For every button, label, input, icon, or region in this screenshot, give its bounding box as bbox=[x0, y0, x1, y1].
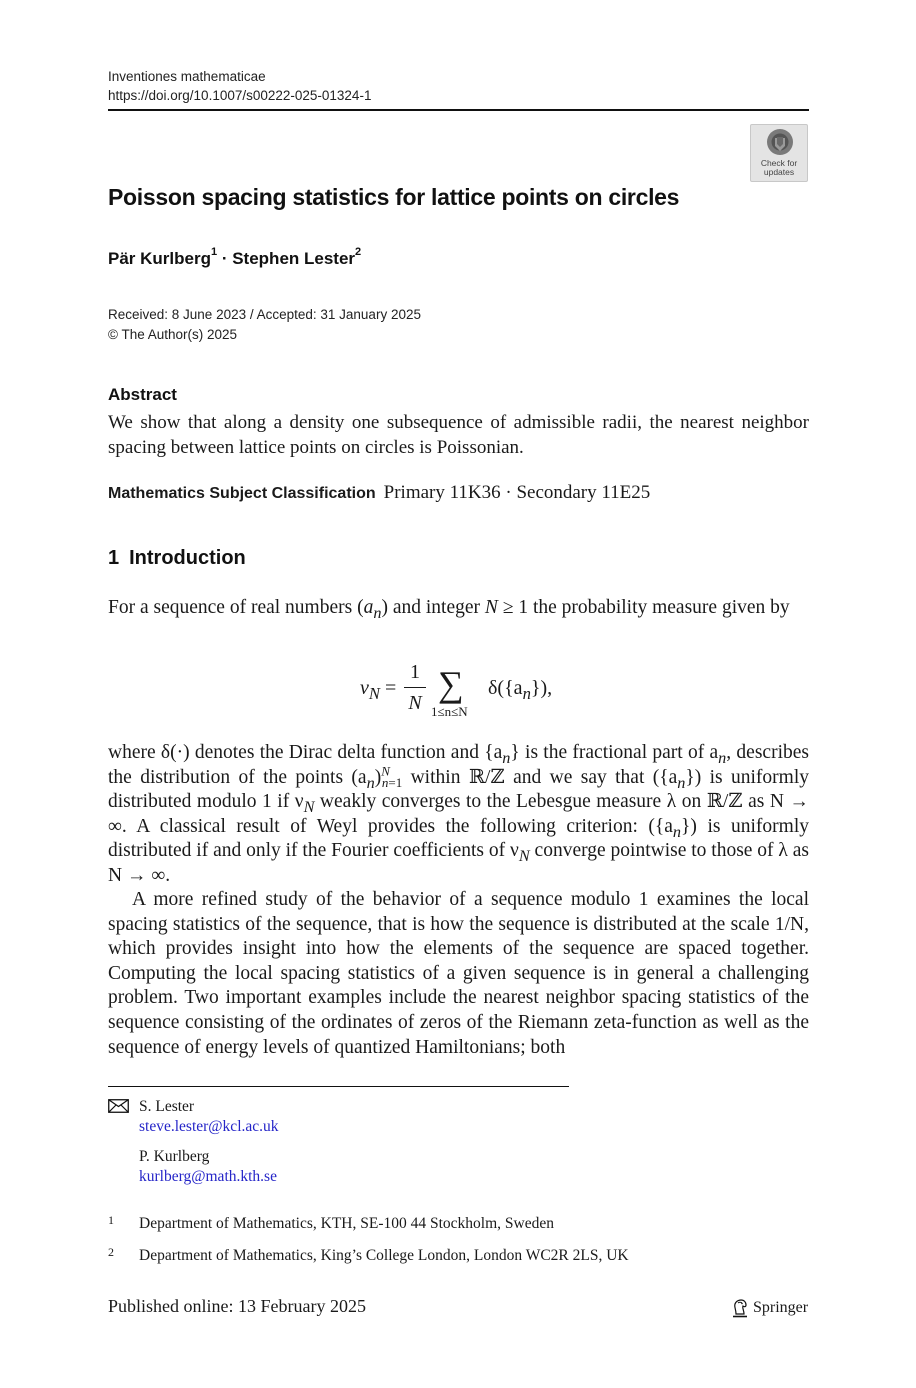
text-run: A more refined study of the behavior of a sequence modulo 1 examines the local spacing statistics of the sequence, that is how the sequence is distributed at the scale 1/N, which provides insight into how the elements of the sequence are spaced together. Computing the local spacing statistics of a given sequence is in general a challenging problem. Two important examples include the nearest neighbor spacing statistics of the sequence consisting of the ordinates of zeros of the Riemann zeta-function as well as the sequence of energy levels of quantized Hamiltonians; both bbox=[108, 889, 809, 1058]
affiliation-mark: 1 bbox=[108, 1213, 114, 1227]
affiliation-1 bbox=[108, 1213, 554, 1233]
eq-equals: = bbox=[380, 677, 397, 699]
publisher-logo[interactable] bbox=[731, 1296, 808, 1320]
eq-nu: ν bbox=[360, 677, 369, 699]
journal-header bbox=[108, 67, 371, 105]
text-run: For a sequence of real numbers bbox=[108, 597, 358, 618]
paragraph-1: For a sequence of real numbers $(a_n)$ and integer N ≥ 1 the probability measure given by bbox=[108, 597, 790, 622]
received-accepted: Received: 8 June 2023 / Accepted: 31 January 2025 bbox=[108, 307, 421, 322]
text-run: and integer bbox=[387, 597, 485, 618]
badge-line2: updates bbox=[763, 167, 795, 177]
section-number: 1 bbox=[108, 547, 120, 569]
publisher-name: Springer bbox=[753, 1299, 809, 1316]
springer-horse-icon bbox=[731, 1298, 749, 1318]
paragraph-2: where δ(·) denotes the Dirac delta function and $\{a_n\}$ is the fractional part of $a_n$, describes the distribution of the points $(a_n)^N_{n=1}$ within ℝ/ℤ and we say that $(\{a_n\})$ is uniformly distributed modulo 1 if $\nu_N$ weakly converges to the Lebesgue measure λ on ℝ/ℤ as N → ∞. A classical result of Weyl provides the following criterion: $(\{a_n\})$ is uniformly distributed if and only if the Fourier coefficients of $\nu_N$ converge pointwise to those of λ as N → ∞. bbox=[108, 742, 810, 886]
eq-rhs-end: }), bbox=[530, 677, 553, 699]
msc-line bbox=[108, 482, 650, 504]
abstract-text: We show that along a density one subsequence of admissible radii, the nearest neighbor spacing between lattice points on circles is Poissonian. bbox=[108, 412, 809, 458]
article-dates bbox=[108, 305, 421, 345]
text-run: where δ(·) denotes the Dirac delta function and {a bbox=[108, 742, 503, 763]
envelope-icon bbox=[108, 1099, 129, 1113]
abstract-heading: Abstract bbox=[108, 385, 177, 404]
text-run: ) bbox=[374, 766, 382, 788]
article-title: Poisson spacing statistics for lattice points on circles bbox=[108, 184, 680, 210]
text-run: weakly converges to the Lebesgue measure λ on ℝ/ℤ as N → ∞. A classical result of Weyl provides the following criterion: ({a bbox=[108, 791, 809, 837]
journal-name: Inventiones mathematicae bbox=[108, 69, 266, 84]
text-run: }) is uniformly distributed modulo 1 if ν bbox=[108, 766, 809, 813]
author-name[interactable]: Stephen Lester bbox=[232, 249, 356, 268]
header-rule bbox=[108, 109, 809, 111]
contact-lester bbox=[139, 1097, 279, 1137]
affiliation-2 bbox=[108, 1245, 629, 1265]
email-link[interactable]: steve.lester@kcl.ac.uk bbox=[139, 1118, 279, 1135]
text-run: within ℝ/ℤ and we say that ({a bbox=[402, 766, 678, 788]
section-heading bbox=[108, 547, 246, 570]
eq-rhs: δ({a bbox=[488, 677, 523, 699]
text-run: }) is uniformly distributed if and only if the Fourier coefficients of ν bbox=[108, 815, 809, 862]
affiliation-mark: 1 bbox=[210, 246, 218, 259]
author-name[interactable]: Pär Kurlberg bbox=[108, 249, 211, 268]
section-title: Introduction bbox=[129, 547, 246, 569]
author-separator: · bbox=[217, 249, 233, 268]
affiliation-mark: 2 bbox=[108, 1245, 114, 1259]
footnote-rule bbox=[108, 1086, 569, 1087]
text-run: converge pointwise to those of λ as N → ∞. bbox=[108, 840, 810, 886]
affiliation-mark: 2 bbox=[355, 246, 362, 259]
text-run: the probability measure given by bbox=[528, 597, 790, 618]
eq-sub: N bbox=[368, 684, 381, 703]
text-run: , describes the distribution of the points (a bbox=[108, 742, 809, 788]
copyright: © The Author(s) 2025 bbox=[108, 327, 238, 342]
published-online: Published online: 13 February 2025 bbox=[108, 1296, 366, 1316]
crossmark-icon bbox=[765, 128, 795, 158]
author-list bbox=[108, 246, 362, 269]
sum-symbol: ∑ bbox=[438, 664, 464, 704]
badge-line1: Check for bbox=[760, 158, 798, 168]
sum-limits: 1≤n≤N bbox=[431, 704, 468, 719]
contact-name: P. Kurlberg bbox=[139, 1148, 210, 1165]
doi-link[interactable]: https://doi.org/10.1007/s00222-025-01324-1 bbox=[108, 88, 372, 103]
affiliation-text: Department of Mathematics, KTH, SE-100 44 Stockholm, Sweden bbox=[139, 1215, 554, 1232]
check-for-updates-badge[interactable] bbox=[750, 124, 808, 182]
email-link[interactable]: kurlberg@math.kth.se bbox=[139, 1168, 277, 1185]
contact-kurlberg bbox=[139, 1147, 277, 1187]
paragraph-3 bbox=[108, 888, 809, 1060]
fraction bbox=[404, 660, 426, 715]
display-equation bbox=[356, 660, 576, 730]
denominator: N bbox=[408, 692, 422, 714]
numerator: 1 bbox=[410, 661, 420, 683]
msc-label: Mathematics Subject Classification bbox=[108, 485, 376, 502]
affiliation-text: Department of Mathematics, King’s College London, London WC2R 2LS, UK bbox=[139, 1247, 629, 1264]
eq-rhs-sub: n bbox=[522, 684, 531, 703]
text-run: } is the fractional part of a bbox=[510, 742, 719, 763]
msc-value: Primary 11K36 · Secondary 11E25 bbox=[383, 482, 651, 503]
contact-name: S. Lester bbox=[139, 1098, 195, 1115]
